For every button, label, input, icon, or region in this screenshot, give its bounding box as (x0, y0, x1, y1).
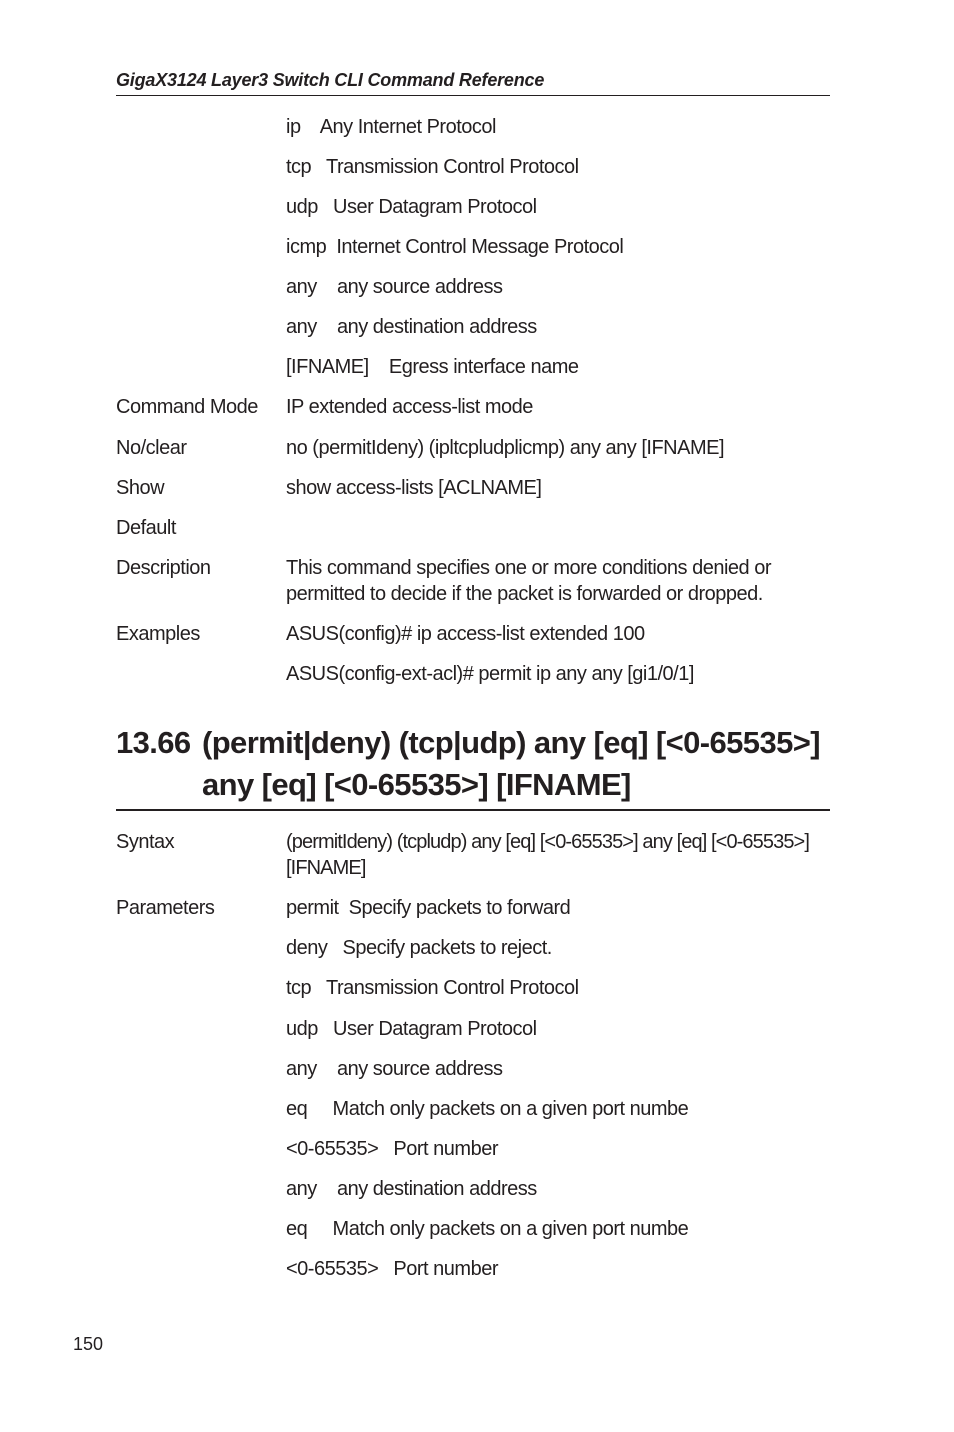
parameter-text: <0-65535> Port number (286, 1258, 498, 1280)
field-label: Default (116, 517, 176, 539)
field-value: This command specifies one or more conditions denied or permitted to decide if the packet is forwarded or dropped. (286, 557, 771, 605)
field-label: Examples (116, 623, 200, 645)
field-label: Parameters (116, 897, 215, 919)
parameter-text: <0-65535> Port number (286, 1138, 498, 1160)
field-label: Command Mode (116, 396, 258, 418)
field-label: Syntax (116, 831, 175, 853)
parameter-text: permit Specify packets to forward (286, 897, 571, 919)
parameter-text: eq Match only packets on a given port numbe (286, 1098, 689, 1120)
field-label: No/clear (116, 437, 187, 459)
page-number: 150 (73, 1334, 104, 1354)
parameter-text: any any destination address (286, 1178, 537, 1200)
parameter-text: any any destination address (286, 316, 537, 338)
field-value: show access-lists [ACLNAME] (286, 477, 542, 499)
running-header: GigaX3124 Layer3 Switch CLI Command Reference (116, 70, 830, 96)
section-number: 13.66 (116, 725, 191, 760)
section-title: (permit|deny) (tcp|udp) any [eq] [<0-65535>] any [eq] [<0-65535>] [IFNAME] (202, 725, 820, 802)
example-line: ASUS(config)# ip access-list extended 100 (286, 623, 645, 645)
field-label: Description (116, 557, 211, 579)
section-heading (116, 722, 830, 811)
parameter-text: ip Any Internet Protocol (286, 116, 496, 138)
parameter-text: eq Match only packets on a given port numbe (286, 1218, 689, 1240)
field-value: no (permitIdeny) (ipltcpludplicmp) any any [IFNAME] (286, 437, 724, 459)
parameter-text: [IFNAME] Egress interface name (286, 356, 579, 378)
parameter-text: tcp Transmission Control Protocol (286, 977, 579, 999)
parameter-text: any any source address (286, 276, 503, 298)
parameter-text: tcp Transmission Control Protocol (286, 156, 579, 178)
parameter-text: udp User Datagram Protocol (286, 196, 537, 218)
field-label: Show (116, 477, 165, 499)
field-value: (permitIdeny) (tcpludp) any [eq] [<0-65535>] any [eq] [<0-65535>] [IFNAME] (286, 831, 809, 879)
parameter-text: deny Specify packets to reject. (286, 937, 552, 959)
field-value: IP extended access-list mode (286, 396, 533, 418)
parameter-text: any any source address (286, 1058, 503, 1080)
example-line: ASUS(config-ext-acl)# permit ip any any [gi1/0/1] (286, 663, 694, 685)
parameter-text: icmp Internet Control Message Protocol (286, 236, 624, 258)
parameter-text: udp User Datagram Protocol (286, 1018, 537, 1040)
